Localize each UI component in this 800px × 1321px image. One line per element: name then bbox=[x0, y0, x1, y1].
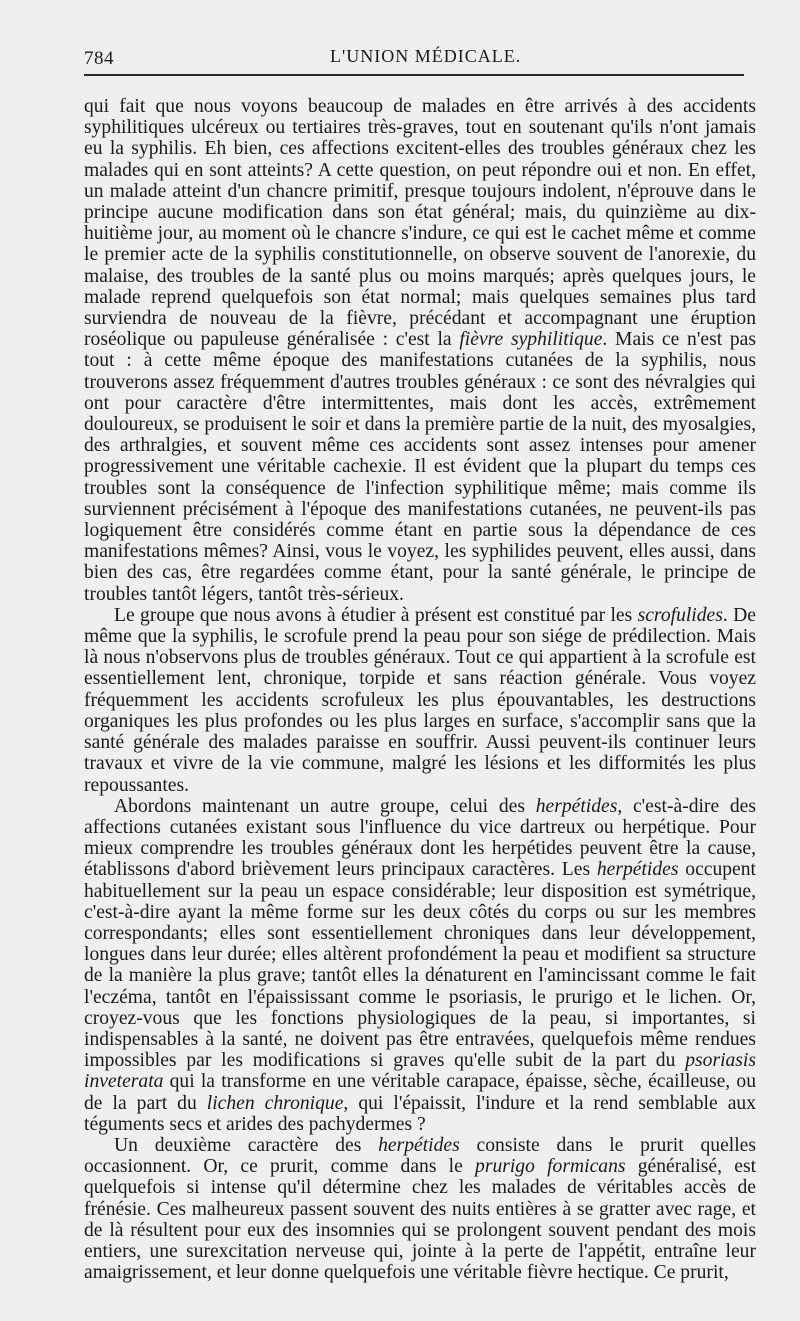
running-head-title: L'UNION MÉDICALE. bbox=[330, 46, 522, 66]
page-number: 784 bbox=[84, 48, 114, 69]
paragraph-scrofulides: Le groupe que nous avons à étudier à présent est constitué par les scrofulides. De même que la syphilis, le scrofule prend la peau pour son siége de prédilection. Mais là nous n'observons plus de troubles généraux. Tout ce qui appartient à la scrofule est essentiellement lent, chronique, torpide et sans réaction générale. Vous voyez fréquemment les accidents scrofuleux les plus épouvantables, les destructions organiques les plus profondes ou les plus larges en surface, s'accomplir sans que la santé générale des malades paraisse en souffrir. Aussi peuvent-ils continuer leurs travaux et vivre de la vie commune, malgré les lésions et les difformités les plus repoussantes. bbox=[84, 604, 756, 796]
paragraph-herpetides: Abordons maintenant un autre groupe, celui des herpétides, c'est-à-dire des affections cutanées existant sous l'influence du vice dartreux ou herpétique. Pour mieux comprendre les troubles généraux dont les herpétides peuvent être la cause, établissons d'abord brièvement leurs principaux caractères. Les herpétides occupent habituellement sur la peau un espace considérable; leur disposition est symétrique, c'est-à-dire ayant la même forme sur les deux côtés du corps ou sur les membres correspondants; elles sont essentiellement chroniques dans leur développement, longues dans leur durée; elles altèrent profondément la peau et modifient sa structure de la manière la plus grave; tantôt elles la dénaturent en l'amincissant comme le fait l'eczéma, tantôt en l'épaississant comme le psoriasis, le prurigo et le lichen. Or, croyez-vous que les fonctions physiologiques de la peau, si importantes, si indispensables à la santé, ne doivent pas être entravées, quelquefois même rendues impossibles par les modifications si graves qu'elle subit de la part du psoriasis inveterata qui la transforme en une véritable carapace, épaisse, sèche, écailleuse, ou de la part du lichen chronique, qui l'épaissit, l'indure et la rend semblable aux téguments secs et arides des pachydermes ? bbox=[84, 795, 757, 1135]
paragraph-prurit: Un deuxième caractère des herpétides consiste dans le prurit quelles occasionnent. Or, ce prurit, comme dans le prurigo formicans généralisé, est quelquefois si intense qu'il détermine chez les malades de véritables accès de frénésie. Ces malheureux passent souvent des nuits entières à se gratter avec rage, et de là résultent pour eux des insomnies qui se prolongent souvent pendant des mois entiers, une surexcitation nerveuse qui, jointe à la perte de l'appétit, entraîne leur amaigrissement, et leur donne quelquefois une véritable fièvre hectique. Ce prurit, bbox=[84, 1134, 757, 1284]
page-header bbox=[84, 40, 744, 76]
paragraph-syphilis: qui fait que nous voyons beaucoup de malades en être arrivés à des accidents syphilitiques ulcéreux ou tertiaires très-graves, tout en soutenant qu'ils n'ont jamais eu la syphilis. Eh bien, ces affections excitent-elles des troubles généraux chez les malades qui en sont atteints? A cette question, on peut répondre oui et non. En effet, un malade atteint d'un chancre primitif, presque toujours indolent, n'éprouve dans le principe aucune modification dans son état général; mais, du quinzième au dix-huitième jour, au moment où le chancre s'indure, ce qui est le cachet même et comme le premier acte de la syphilis constitutionnelle, on observe souvent de l'anorexie, du malaise, des troubles de la santé plus ou moins marqués; après quelques jours, le malade reprend quelquefois son état normal; mais quelques semaines plus tard surviendra de nouveau de la fièvre, précédant et accompagnant une éruption roséolique ou papuleuse généralisée : c'est la fièvre syphilitique. Mais ce n'est pas tout : à cette même époque des manifestations cutanées de la syphilis, nous trouverons assez fréquemment d'autres troubles généraux : ce sont des névralgies qui ont pour caractère d'être intermittentes, mais dont les accès, extrêmement douloureux, se produisent le soir et dans la première partie de la nuit, des myosalgies, des arthralgies, et souvent même ces accidents sont assez intenses pour amener progressivement une véritable cachexie. Il est évident que la plupart du temps ces troubles sont la conséquence de l'infection syphilitique même; mais comme ils surviennent précisément à l'époque des manifestations cutanées, ne peuvent-ils pas logiquement être considérés comme étant en partie sous la dépendance de ces manifestations mêmes? Ainsi, vous le voyez, les syphilides peuvent, elles aussi, dans bien des cas, être regardées comme étant, pour la santé générale, le principe de troubles tantôt légers, tantôt très-sérieux. bbox=[84, 96, 756, 605]
article-body bbox=[84, 96, 756, 1283]
